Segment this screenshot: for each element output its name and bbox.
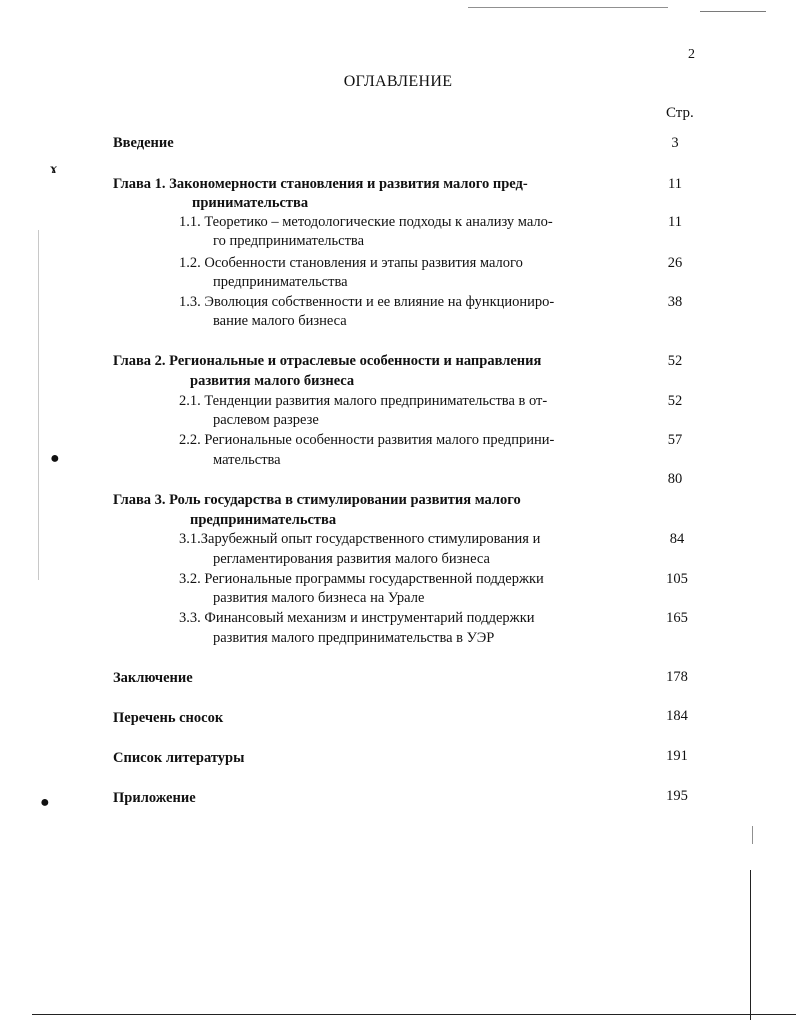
toc-entry-3-1-cont: регламентирования развития малого бизнеса xyxy=(213,551,490,567)
toc-entry-chapter-3: Глава 3. Роль государства в стимулировании развития малого xyxy=(113,492,521,508)
scan-line-top-2 xyxy=(700,11,766,12)
hole-punch-mark-3: ● xyxy=(40,794,50,811)
toc-page-footnotes: 184 xyxy=(666,708,688,724)
scan-line-bottom xyxy=(32,1014,796,1015)
toc-entry-appendix: Приложение xyxy=(113,790,196,806)
toc-page-chapter-3: 80 xyxy=(667,471,683,487)
toc-entry-3-2-cont: развития малого бизнеса на Урале xyxy=(213,590,425,606)
toc-entry-3-2: 3.2. Региональные программы государственной поддержки xyxy=(179,571,544,587)
toc-page-1-2: 26 xyxy=(667,255,683,271)
toc-page-bibliography: 191 xyxy=(666,748,688,764)
toc-entry-1-1-cont: го предпринимательства xyxy=(213,233,365,249)
toc-entry-bibliography: Список литературы xyxy=(113,750,245,766)
toc-entry-1-1: 1.1. Теоретико – методологические подходы к анализу мало- xyxy=(179,214,553,230)
hole-punch-mark-1: ɤ xyxy=(50,162,58,177)
page-title: ОГЛАВЛЕНИЕ xyxy=(343,73,453,90)
toc-entry-chapter-1-cont: принимательства xyxy=(192,195,309,211)
toc-entry-footnotes: Перечень сносок xyxy=(113,710,224,726)
toc-page-chapter-1: 11 xyxy=(668,176,682,192)
toc-entry-2-2-cont: мательства xyxy=(213,452,281,468)
toc-entry-3-1: 3.1.Зарубежный опыт государственного стимулирования и xyxy=(179,531,541,547)
toc-page-3-3: 165 xyxy=(666,610,688,626)
toc-entry-2-2: 2.2. Региональные особенности развития малого предприни- xyxy=(179,432,555,448)
toc-entry-chapter-2: Глава 2. Региональные и отраслевые особенности и направления xyxy=(113,353,542,369)
toc-entry-2-1: 2.1. Тенденции развития малого предпринимательства в от- xyxy=(179,393,548,409)
toc-entry-2-1-cont: раслевом разрезе xyxy=(213,412,319,428)
scan-line-right-vertical xyxy=(750,870,751,1020)
hole-punch-mark-2: ● xyxy=(50,450,60,467)
toc-entry-3-3: 3.3. Финансовый механизм и инструментарий поддержки xyxy=(179,610,535,626)
toc-page-2-2: 57 xyxy=(667,432,683,448)
toc-entry-1-3-cont: вание малого бизнеса xyxy=(213,313,347,329)
toc-entry-chapter-1: Глава 1. Закономерности становления и развития малого пред- xyxy=(113,176,528,192)
toc-page-introduction: 3 xyxy=(671,135,679,151)
toc-page-conclusion: 178 xyxy=(666,669,688,685)
toc-page-1-3: 38 xyxy=(667,294,683,310)
toc-entry-3-3-cont: развития малого предпринимательства в УЭР xyxy=(213,630,495,646)
toc-page-3-1: 84 xyxy=(669,531,685,547)
toc-page-chapter-2: 52 xyxy=(667,353,683,369)
scan-line-right-tick xyxy=(752,826,753,844)
scan-line-left-vertical xyxy=(38,230,39,580)
toc-entry-chapter-2-cont: развития малого бизнеса xyxy=(190,373,355,389)
toc-page-3-2: 105 xyxy=(666,571,688,587)
toc-page-1-1: 11 xyxy=(668,214,682,230)
page-column-label: Стр. xyxy=(666,105,694,121)
page-number: 2 xyxy=(688,47,695,62)
toc-entry-chapter-3-cont: предпринимательства xyxy=(190,512,337,528)
toc-entry-introduction: Введение xyxy=(113,135,174,151)
toc-entry-1-2-cont: предпринимательства xyxy=(213,274,348,290)
toc-entry-1-2: 1.2. Особенности становления и этапы развития малого xyxy=(179,255,523,271)
toc-page-2-1: 52 xyxy=(667,393,683,409)
toc-entry-1-3: 1.3. Эволюция собственности и ее влияние на функциониро- xyxy=(179,294,555,310)
scan-line-top-1 xyxy=(468,7,668,8)
toc-entry-conclusion: Заключение xyxy=(113,670,193,686)
toc-page-appendix: 195 xyxy=(666,788,688,804)
